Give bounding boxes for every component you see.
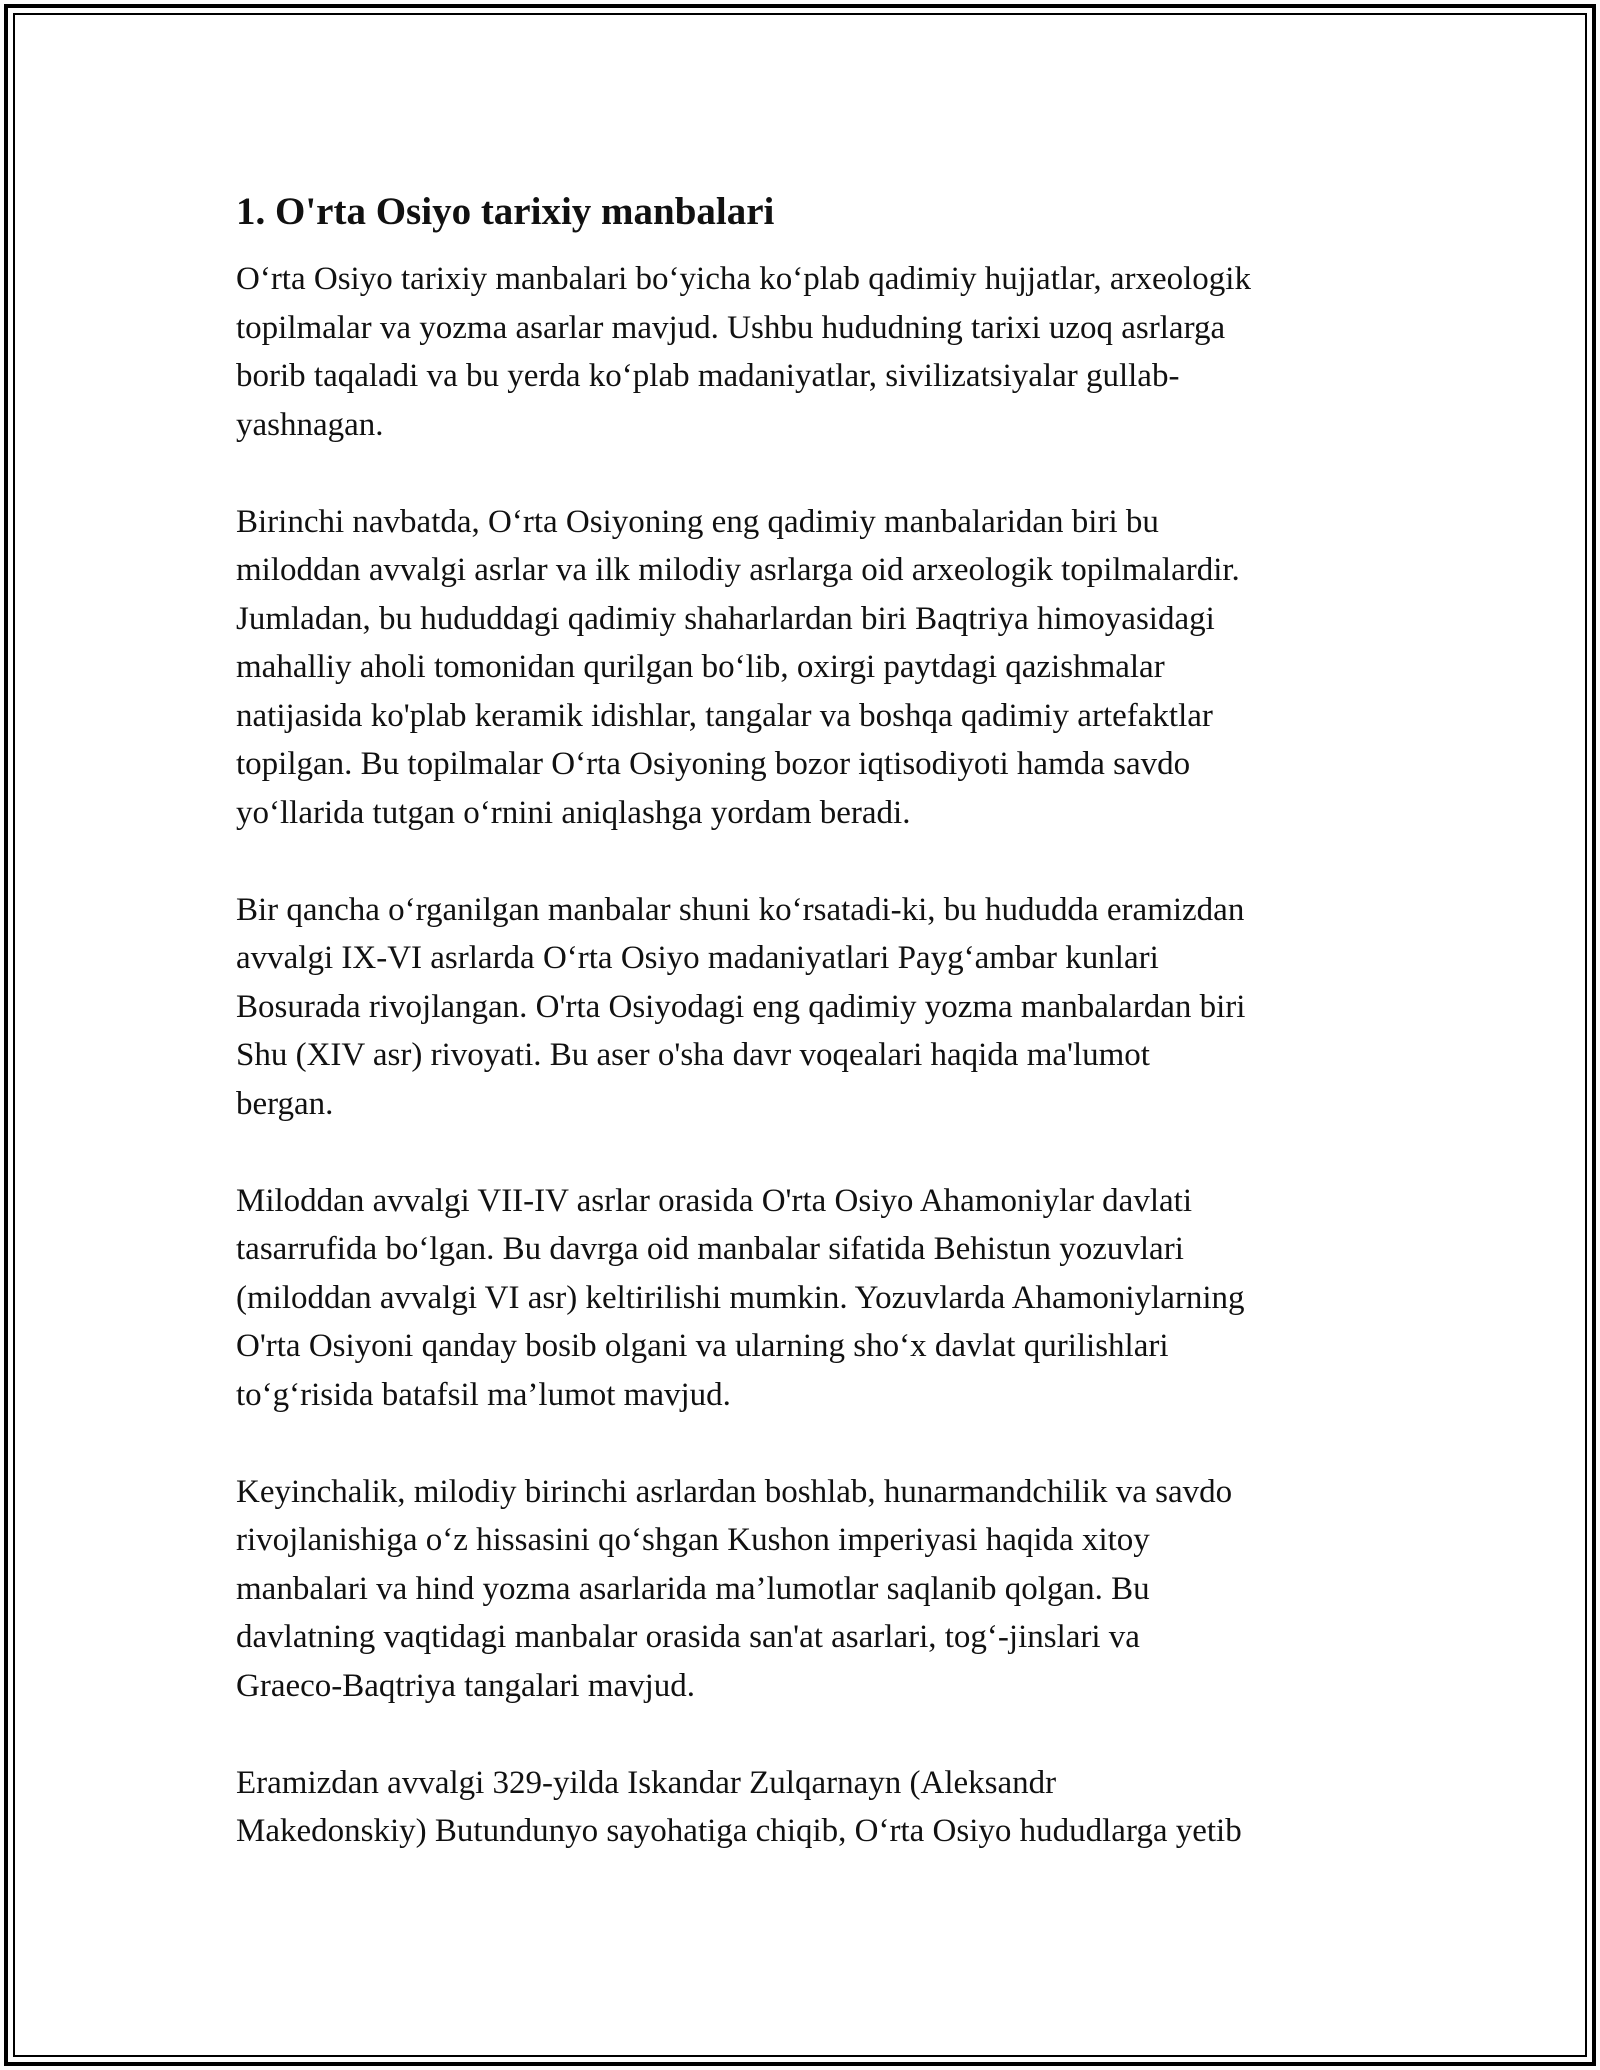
paragraph-6: Eramizdan avvalgi 329-yilda Iskandar Zulqarnayn (Aleksandr Makedonskiy) Butundunyo sayohatiga chiqib, O‘rta Osiyo hududlarga yetib [236,1764,1242,1849]
paragraph-5: Keyinchalik, milodiy birinchi asrlardan boshlab, hunarmandchilik va savdo rivojlanishiga o‘z hissasini qo‘shgan Kushon imperiyasi haqida xitoy manbalari va hind yozma asarlarida ma’lumotlar saqlanib qolgan. Bu davlatning vaqtidagi manbalar orasida san'at asarlari, tog‘-jinslari va Graeco-Baqtriya tangalari mavjud. [236,1473,1233,1704]
paragraph-3: Bir qancha o‘rganilgan manbalar shuni ko‘rsatadi-ki, bu hududda eramizdan avvalgi IX-VI asrlarda O‘rta Osiyo madaniyatlari Payg‘ambar kunlari Bosurada rivojlangan. O'rta Osiyodagi eng qadimiy yozma manbalardan biri Shu (XIV asr) rivoyati. Bu aser o'sha davr voqealari haqida ma'lumot bergan. [236,891,1246,1122]
paragraph-1: O‘rta Osiyo tarixiy manbalari bo‘yicha ko‘plab qadimiy hujjatlar, arxeologik topilmalar va yozma asarlar mavjud. Ushbu hududning tarixi uzoq asrlarga borib taqaladi va bu yerda ko‘plab madaniyatlar, sivilizatsiyalar gullab- yashnagan. [236,261,1251,443]
section-title: 1. O'rta Osiyo tarixiy manbalari [236,190,775,233]
paragraph-4: Miloddan avvalgi VII-IV asrlar orasida O'rta Osiyo Ahamoniylar davlati tasarrufida bo‘lgan. Bu davrga oid manbalar sifatida Behistun yozuvlari (miloddan avvalgi VI asr) keltirilishi mumkin. Yozuvlarda Ahamoniylarning O'rta Osiyoni qanday bosib olgani va ularning sho‘x davlat qurilishlari to‘g‘risida batafsil ma’lumot mavjud. [236,1182,1245,1413]
paragraph-2: Birinchi navbatda, O‘rta Osiyoning eng qadimiy manbalaridan biri bu miloddan avvalgi asrlar va ilk milodiy asrlarga oid arxeologik topilmalardir. Jumladan, bu hududdagi qadimiy shaharlardan biri Baqtriya himoyasidagi mahalliy aholi tomonidan qurilgan bo‘lib, oxirgi paytdagi qazishmalar natijasida ko'plab keramik idishlar, tangalar va boshqa qadimiy artefaktlar topilgan. Bu topilmalar O‘rta Osiyoning bozor iqtisodiyoti hamda savdo yo‘llarida tutgan o‘rnini aniqlashga yordam beradi. [236,503,1240,831]
document-body [236,186,1386,1904]
